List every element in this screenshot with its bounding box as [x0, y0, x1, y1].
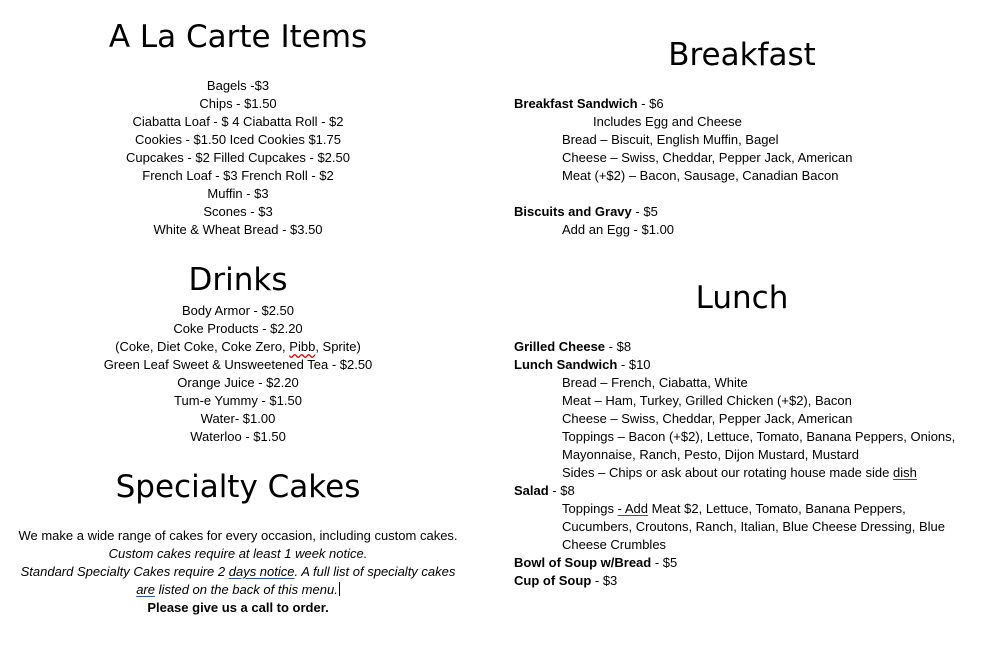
- item-detail: [514, 464, 955, 482]
- menu-entry: [514, 572, 955, 590]
- item-name: Breakfast Sandwich: [514, 96, 638, 111]
- item-price: - $8: [548, 483, 575, 498]
- item-price: - $8: [605, 339, 632, 354]
- menu-entry: [514, 95, 852, 113]
- drink-item: [0, 338, 476, 356]
- drink-item: Waterloo - $1.50: [190, 429, 286, 444]
- item-name: Cup of Soup: [514, 573, 592, 588]
- menu-item: Scones - $3: [203, 204, 273, 219]
- menu-entry: [514, 554, 955, 572]
- drink-item: Tum-e Yummy - $1.50: [174, 393, 302, 408]
- menu-item: French Loaf - $3 French Roll - $2: [142, 168, 334, 183]
- item-price: - $6: [637, 96, 664, 111]
- item-detail: Meat – Ham, Turkey, Grilled Chicken (+$2), Bacon: [562, 393, 852, 408]
- menu-item: Chips - $1.50: [199, 96, 277, 111]
- cakes-line: [0, 581, 476, 599]
- drinks-list: [0, 302, 476, 446]
- cakes-line: [0, 563, 476, 581]
- menu-entry: [514, 482, 955, 500]
- cakes-heading: Specialty Cakes: [115, 469, 361, 505]
- detail-text: Sides – Chips or ask about our rotating house made side: [562, 465, 893, 480]
- item-detail: Cheese Crumbles: [562, 537, 667, 552]
- spacer: [514, 185, 852, 203]
- item-detail: Cheese – Swiss, Cheddar, Pepper Jack, American: [562, 150, 853, 165]
- drinks-heading: Drinks: [188, 262, 288, 298]
- drink-item: Body Armor - $2.50: [182, 303, 294, 318]
- menu-entry: [514, 203, 852, 221]
- item-detail: Toppings – Bacon (+$2), Lettuce, Tomato, Banana Peppers, Onions,: [562, 429, 956, 444]
- menu-item: Bagels -$3: [206, 78, 270, 93]
- drink-item-text: , Sprite): [315, 339, 361, 354]
- drink-item: Water- $1.00: [200, 411, 276, 426]
- item-detail: Bread – French, Ciabatta, White: [562, 375, 748, 390]
- lunch-section: [514, 338, 955, 590]
- item-detail: Bread – Biscuit, English Muffin, Bagel: [562, 132, 779, 147]
- grammar-flag[interactable]: dish: [892, 465, 917, 480]
- item-detail: Add an Egg - $1.00: [562, 222, 675, 237]
- item-price: - $3: [591, 573, 618, 588]
- menu-item: White & Wheat Bread - $3.50: [153, 222, 323, 237]
- drink-item: Orange Juice - $2.20: [177, 375, 299, 390]
- drink-item-text: (Coke, Diet Coke, Coke Zero,: [115, 339, 290, 354]
- item-detail: Includes Egg and Cheese: [593, 114, 742, 129]
- item-detail: Cucumbers, Croutons, Ranch, Italian, Blue Cheese Dressing, Blue: [562, 519, 945, 534]
- cakes-line: We make a wide range of cakes for every occasion, including custom cakes.: [18, 528, 458, 543]
- item-detail: [514, 500, 955, 518]
- menu-item: Ciabatta Loaf - $ 4 Ciabatta Roll - $2: [132, 114, 344, 129]
- item-price: - $10: [617, 357, 651, 372]
- menu-entry: [514, 356, 955, 374]
- menu-item: Cupcakes - $2 Filled Cupcakes - $2.50: [125, 150, 350, 165]
- cakes-text-part: . A full list of specialty cakes: [294, 564, 456, 579]
- grammar-flag[interactable]: days notice: [228, 564, 295, 579]
- cakes-text-part: Standard Specialty Cakes require 2: [20, 564, 229, 579]
- menu-item: Cookies - $1.50 Iced Cookies $1.75: [135, 132, 341, 147]
- item-name: Grilled Cheese: [514, 339, 606, 354]
- alacarte-list: [0, 77, 476, 239]
- grammar-flag[interactable]: are: [136, 582, 155, 597]
- detail-text: Toppings: [562, 501, 618, 516]
- item-name: Bowl of Soup w/Bread: [514, 555, 652, 570]
- cakes-text-part: listed on the back of this menu.: [154, 582, 338, 597]
- drink-item: Green Leaf Sweet & Unsweetened Tea - $2.50: [103, 357, 373, 372]
- cakes-line: Please give us a call to order.: [147, 600, 329, 615]
- item-name: Lunch Sandwich: [514, 357, 618, 372]
- item-name: Biscuits and Gravy: [514, 204, 632, 219]
- item-detail: Mayonnaise, Ranch, Pesto, Dijon Mustard, Mustard: [562, 447, 859, 462]
- item-price: - $5: [631, 204, 658, 219]
- alacarte-heading: A La Carte Items: [108, 19, 368, 55]
- spelling-flag[interactable]: Pibb: [289, 339, 316, 354]
- grammar-flag[interactable]: - Add: [617, 501, 649, 516]
- menu-item: Muffin - $3: [207, 186, 269, 201]
- breakfast-section: [514, 95, 852, 239]
- drink-item: Coke Products - $2.20: [173, 321, 303, 336]
- item-name: Salad: [514, 483, 549, 498]
- item-price: - $5: [651, 555, 678, 570]
- detail-text: Meat $2, Lettuce, Tomato, Banana Peppers,: [648, 501, 906, 516]
- item-detail: Meat (+$2) – Bacon, Sausage, Canadian Bacon: [562, 168, 839, 183]
- cakes-text: [0, 527, 476, 617]
- cakes-line: Custom cakes require at least 1 week notice.: [108, 546, 368, 561]
- item-detail: Cheese – Swiss, Cheddar, Pepper Jack, American: [562, 411, 853, 426]
- text-cursor: [339, 582, 340, 596]
- lunch-heading: Lunch: [695, 280, 789, 316]
- menu-entry: [514, 338, 955, 356]
- breakfast-heading: Breakfast: [668, 37, 816, 73]
